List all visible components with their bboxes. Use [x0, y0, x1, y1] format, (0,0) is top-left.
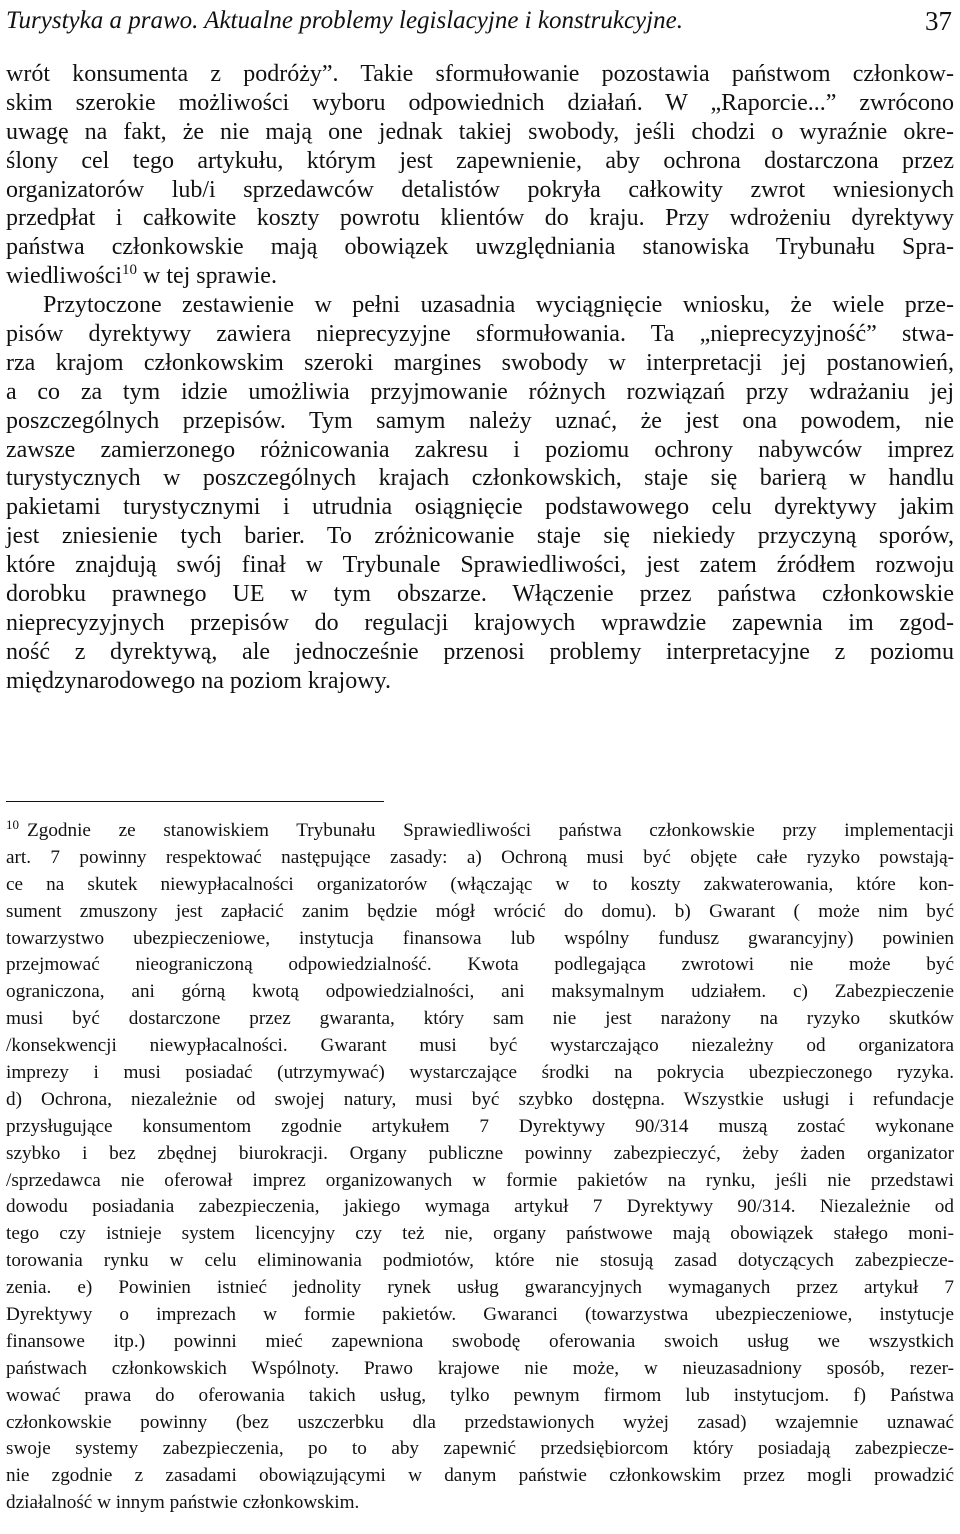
main-text [6, 60, 954, 696]
text-line: ślony cel tego artykułu, którym jest zapewnienie, aby ochrona dostarczona przez [6, 147, 954, 174]
footnote-line [6, 818, 954, 845]
footnote-line: Dyrektywy o imprezach w formie pakietów. Gwaranci (towarzystwa ubezpieczeniowe, instytucje [6, 1304, 954, 1326]
footnote-line: dowodu posiadania zabezpieczenia, jakiego wymaga artykuł 7 Dyrektywy 90/314. Niezależnie od [6, 1196, 954, 1218]
footnote-line: nie zgodnie z zasadami obowiązującymi w danym państwie członkowskim przez mogli prowadzić [6, 1465, 954, 1487]
footnote-line: szybko i bez zbędnej biurokracji. Organy publiczne powinny zabezpieczyć, żeby żaden organizator [6, 1142, 954, 1164]
text-line: pisów dyrektywy zawiera nieprecyzyjne sformułowania. Ta „nieprecyzyjność” stwa- [6, 321, 954, 348]
footnote-line: /sprzedawca nie oferował imprez organizowanych w formie pakietów na rynku, jeśli nie przedstawi [6, 1169, 954, 1191]
footnote-line: tego czy istnieje system licencyjny czy też nie, organy państwowe mają obowiązek stałego moni- [6, 1223, 954, 1245]
footnote-line: wować prawa do oferowania takich usług, tylko pewnym firmom lub instytucjom. f) Państwa [6, 1384, 954, 1406]
footnote-separator [6, 801, 384, 802]
footnote-line: /konsekwencji niewypłacalności. Gwarant musi być wystarczająco niezależny od organizatora [6, 1035, 954, 1057]
footnote-line: działalność w innym państwie członkowskim. [6, 1492, 360, 1514]
footnote-line: zenia. e) Powinien istnieć jednolity rynek usług gwarancyjnych wymaganych przez artykuł 7 [6, 1277, 954, 1299]
text-line: wrót konsumenta z podróży”. Takie sformułowanie pozostawia państwom członkow- [6, 61, 954, 87]
footnote-line: d) Ochrona, niezależnie od swojej natury, musi być szybko dostępna. Wszystkie usługi i refundacje [6, 1088, 954, 1110]
footnote-text: Zgodnie ze stanowiskiem Trybunału Sprawiedliwości państwa członkowskie przy implementacji [27, 820, 954, 841]
text-line-with-footnote-ref [6, 262, 954, 291]
text-line: międzynarodowego na poziom krajowy. [6, 667, 391, 694]
running-header [6, 2, 954, 38]
footnote-line: swoje systemy zabezpieczenia, po to aby zapewnić przedsiębiorcom który posiadają zabezpiecze- [6, 1438, 954, 1460]
text-line: poszczególnych przepisów. Tym samym należy uznać, że jest ona powodem, nie [6, 407, 954, 434]
text-line: zawsze zamierzonego różnicowania zakresu i poziomu ochrony nabywców imprez [6, 436, 954, 463]
text-line: uwagę na fakt, że nie mają one jednak takiej swobody, jeśli chodzi o wyraźnie okre- [6, 118, 954, 145]
footnote-reference[interactable]: 10 [121, 262, 137, 279]
footnote-number: 10 [6, 817, 19, 832]
page-number: 37 [925, 6, 952, 36]
text-fragment: w tej sprawie. [136, 263, 277, 290]
paragraph-first-line: Przytoczone zestawienie w pełni uzasadnia wyciągnięcie wniosku, że wiele prze- [43, 292, 954, 319]
footnote-line: przejmować nieograniczoną odpowiedzialność. Kwota podlegająca zwrotowi nie może być [6, 954, 954, 976]
text-line: skim szerokie możliwości wyboru odpowiednich działań. W „Raporcie...” zwrócono [6, 89, 954, 116]
footnote-line: torowania rynku w celu eliminowania podmiotów, które nie stosują zasad dotyczących zabezpiecze- [6, 1250, 954, 1272]
text-line: które znajdują swój finał w Trybunale Sprawiedliwości, jest zatem źródłem rozwoju [6, 552, 954, 579]
footnote-line: państwach członkowskich Wspólnoty. Prawo krajowe nie może, w nieuzasadniony sposób, rezer- [6, 1357, 954, 1379]
footnote-line: ograniczona, ani górną kwotą odpowiedzialności, ani maksymalnym udziałem. c) Zabezpieczenie [6, 981, 954, 1003]
text-fragment: wiedliwości [6, 263, 122, 290]
running-title: Turystyka a prawo. Aktualne problemy legislacyjne i konstrukcyjne. [6, 7, 683, 34]
text-line: jest zniesienie tych barier. To zróżnicowanie staje się niekiedy przyczyną sporów, [6, 523, 954, 550]
footnote-line: towarzystwo ubezpieczeniowe, instytucja finansowa lub wspólny fundusz gwarancyjny) powinien [6, 927, 954, 949]
footnote-line: art. 7 powinny respektować następujące zasady: a) Ochroną musi być objęte całe ryzyko powstają- [6, 846, 954, 868]
text-line: organizatorów lub/i sprzedawców detalistów pokryła całkowity zwrot wniesionych [6, 176, 954, 203]
footnote-line: sument zmuszony jest zapłacić zanim będzie mógł wrócić do domu). b) Gwarant ( może nim być [6, 900, 954, 922]
text-line: turystycznych w poszczególnych krajach członkowskich, staje się barierą w handlu [6, 465, 954, 492]
footnote-line: musi być dostarczone przez gwaranta, który sam nie jest narażony na ryzyko skutków [6, 1008, 954, 1030]
footnote-10 [6, 818, 954, 1517]
text-line: ność z dyrektywą, ale jednocześnie przenosi problemy interpretacyjne z poziomu [6, 638, 954, 665]
text-line: przedpłat i całkowite koszty powrotu klientów do kraju. Przy wdrożeniu dyrektywy [6, 205, 954, 232]
footnote-line: finansowe itp.) powinni mieć zapewniona swobodę oferowania swoich usług we wszystkich [6, 1330, 954, 1352]
footnote-line: przysługujące konsumentom zgodnie artykułem 7 Dyrektywy 90/314 muszą zostać wykonane [6, 1115, 954, 1137]
text-line: państwa członkowskie mają obowiązek uwzględniania stanowiska Trybunału Spra- [6, 234, 954, 261]
footnote-line: ce na skutek niewypłacalności organizatorów (włączając w to koszty zakwaterowania, które kon- [6, 873, 954, 895]
text-line: nieprecyzyjnych przepisów do regulacji krajowych wprawdzie zapewnia im zgod- [6, 609, 954, 636]
text-line: pakietami turystycznymi i utrudnia osiągnięcie podstawowego celu dyrektywy jakim [6, 494, 954, 521]
text-line: a co za tym idzie umożliwia przyjmowanie różnych rozwiązań przy wdrażaniu jej [6, 378, 954, 405]
text-line: rza krajom członkowskim szeroki margines swobody w interpretacji jej postanowień, [6, 349, 954, 376]
footnote-line: członkowskie powinny (bez uszczerbku dla przedstawionych wyżej zasad) wzajemnie uznawać [6, 1411, 954, 1433]
text-line: dorobku prawnego UE w tym obszarze. Włączenie przez państwa członkowskie [6, 581, 954, 608]
footnote-line: imprezy i musi posiadać (utrzymywać) wystarczające środki na pokrycia ubezpieczonego ryzyka. [6, 1062, 954, 1084]
